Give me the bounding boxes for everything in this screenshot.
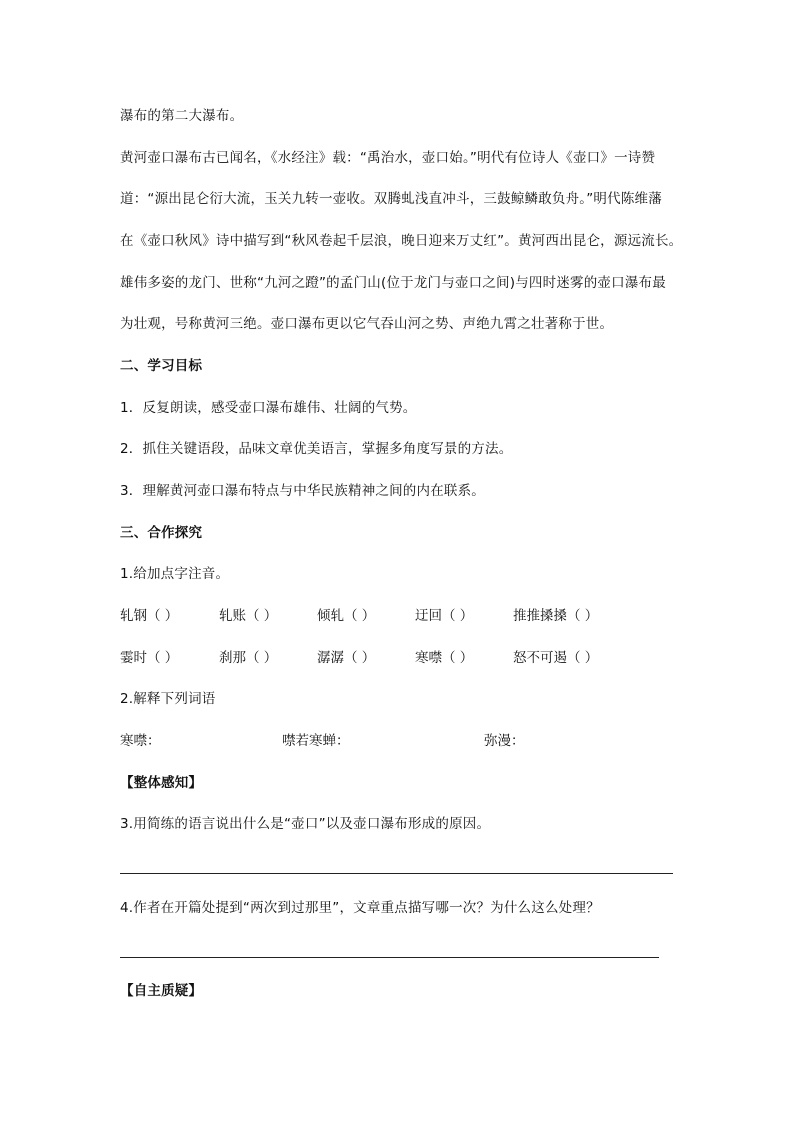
goal-item-1: 1．反复朗读，感受壶口瀑布雄伟、壮阔的气势。 <box>120 400 417 416</box>
question-4: 4.作者在开篇处提到“两次到过那里”，文章重点描写哪一次？为什么这么处理？ <box>120 900 600 916</box>
intro-line-1: 瀑布的第二大瀑布。 <box>120 108 244 124</box>
pinyin-item: 潺潺（ ） <box>317 650 376 666</box>
answer-line <box>120 873 673 874</box>
question-2: 2.解释下列词语 <box>120 691 216 707</box>
answer-line <box>120 957 659 958</box>
section-heading-goals: 二、学习目标 <box>120 358 203 374</box>
intro-line-5: 雄伟多姿的龙门、世称“九河之蹬”的孟门山(位于龙门与壶口之间)与四时迷雾的壶口瀑布最 <box>120 275 666 291</box>
pinyin-item: 寒噤（ ） <box>415 650 474 666</box>
term-label: 噤若寒蝉： <box>282 733 350 749</box>
pinyin-item: 轧钢（ ） <box>120 608 179 624</box>
pinyin-item: 迂回（ ） <box>415 608 474 624</box>
pinyin-item: 轧账（ ） <box>219 608 278 624</box>
section-heading-explore: 三、合作探究 <box>120 525 203 541</box>
term-label: 寒噤： <box>120 733 161 749</box>
intro-line-6: 为壮观，号称黄河三绝。壶口瀑布更以它气吞山河之势、声绝九霄之壮著称于世。 <box>120 316 614 332</box>
question-3: 3.用简练的语言说出什么是“壶口”以及壶口瀑布形成的原因。 <box>120 816 491 832</box>
intro-line-3: 道：“源出昆仑衍大流，玉关九转一壶收。双腾虬浅直冲斗，三鼓鲸鳞敢负舟。”明代陈维藩 <box>120 191 662 207</box>
pinyin-item: 怒不可遏（ ） <box>513 650 599 666</box>
question-1: 1.给加点字注音。 <box>120 566 230 582</box>
pinyin-item: 推推搡搡（ ） <box>513 608 599 624</box>
overall-perception-heading: 【整体感知】 <box>120 775 203 791</box>
goal-item-2: 2．抓住关键语段，品味文章优美语言，掌握多角度写景的方法。 <box>120 441 513 457</box>
pinyin-item: 霎时（ ） <box>120 650 179 666</box>
term-label: 弥漫： <box>484 733 525 749</box>
intro-line-2: 黄河壶口瀑布古已闻名，《水经注》载：“禹治水，壶口始。”明代有位诗人《壶口》一诗赞 <box>120 150 656 166</box>
self-questioning-heading: 【自主质疑】 <box>120 983 203 999</box>
pinyin-item: 刹那（ ） <box>219 650 278 666</box>
intro-line-4: 在《壶口秋风》诗中描写到“秋风卷起千层浪，晚日迎来万丈红”。黄河西出昆仑，源远流长。 <box>120 233 683 249</box>
pinyin-item: 倾轧（ ） <box>317 608 376 624</box>
goal-item-3: 3．理解黄河壶口瀑布特点与中华民族精神之间的内在联系。 <box>120 483 485 499</box>
